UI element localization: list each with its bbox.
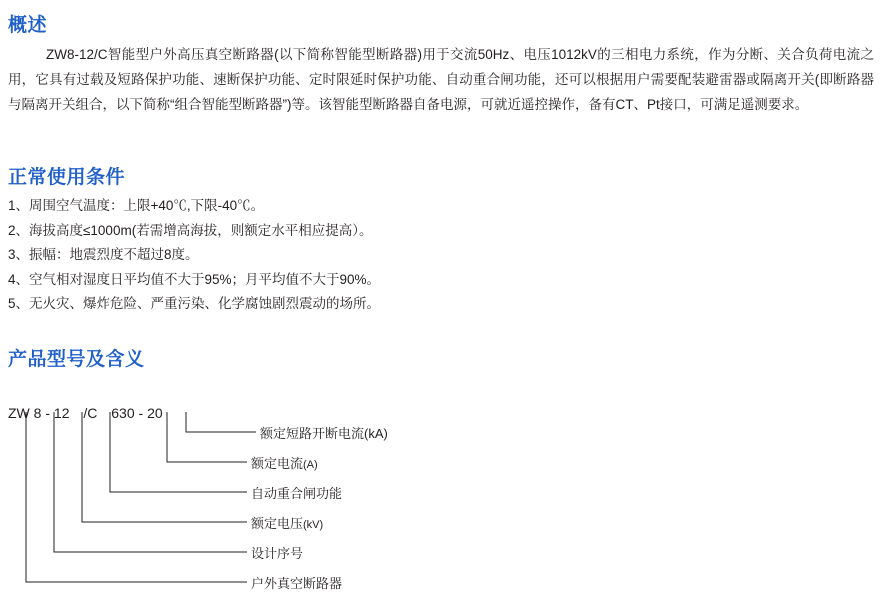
legend-label-design-serial-number: 设计序号: [251, 546, 304, 561]
legend-label-unit: (A): [303, 459, 318, 471]
model-code-segment: 630: [111, 405, 135, 421]
model-section-title: 产品型号及含义: [8, 349, 145, 370]
legend-label-rated-current: [251, 453, 318, 472]
model-code-segment: 8: [33, 405, 42, 421]
overview-body-text: ZW8-12/C智能型户外高压真空断路器(以下简称智能型断路器)用于交流50Hz、电压1012kV的三相电力系统，作为分断、关合负荷电流之用，它具有过载及短路保护功能、速断保护功能、定时限延时保护功能、自动重合闸功能，还可以根据用户需要配装避雷器或隔离开关(即断路器与隔离开关组合，以下简称“组合智能型断路器”)等。该智能型断路器自备电源，可就近遥控操作，备有CT、Pt接口，可满足遥测要求。: [8, 47, 874, 112]
model-legend-diagram: [0, 400, 890, 595]
legend-label-text: 额定电流: [251, 456, 304, 471]
model-code-segment: -: [138, 405, 144, 421]
list-item: 3、振幅：地震烈度不超过8度。: [8, 247, 199, 262]
model-code-segment: 20: [147, 405, 163, 421]
conditions-section-title: 正常使用条件: [8, 167, 126, 188]
list-item: 1、周围空气温度：上限+40℃,下限-40℃。: [8, 198, 265, 213]
conditions-list: [8, 194, 868, 317]
list-item: 5、无火灾、爆炸危险、严重污染、化学腐蚀剧烈震动的场所。: [8, 296, 381, 311]
legend-label-outdoor-vacuum-circuit-breaker: 户外真空断路器: [251, 576, 343, 591]
model-code-segment: ZW: [8, 405, 30, 421]
legend-label-text: 额定电压: [251, 516, 304, 531]
leader-lines-svg: [0, 400, 890, 595]
model-code-segment: -: [45, 405, 51, 421]
list-item: 2、海拔高度≤1000m(若需增高海拔，则额定水平相应提高）。: [8, 222, 373, 238]
legend-label-rated-short-circuit-breaking-current: 额定短路开断电流(kA): [260, 426, 388, 441]
legend-label-unit: (kV): [303, 519, 324, 531]
model-code-segment: /C: [83, 405, 98, 421]
model-code-segment: 12: [53, 405, 70, 421]
list-item: 4、空气相对湿度日平均值不大于95%；月平均值不大于90%。: [8, 271, 381, 287]
legend-label-auto-reclosing: 自动重合闸功能: [251, 486, 343, 501]
legend-label-rated-voltage: [251, 513, 323, 532]
overview-section-title: 概述: [8, 15, 48, 36]
